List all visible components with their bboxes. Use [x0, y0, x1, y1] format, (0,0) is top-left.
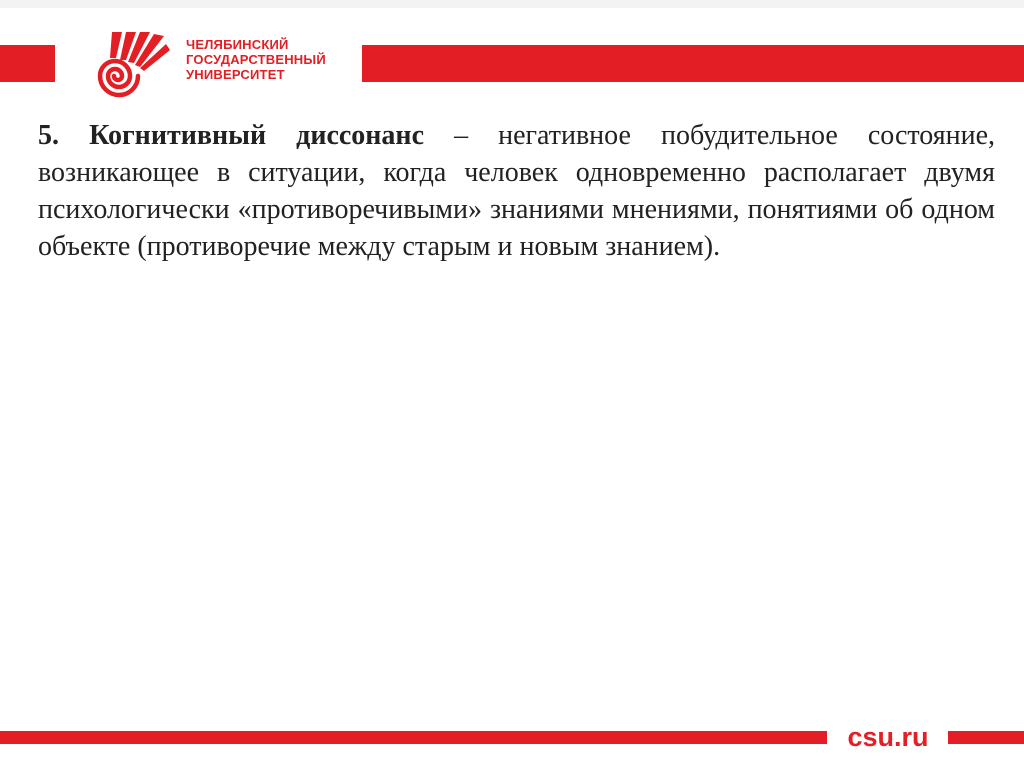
term-heading: 5. Когнитивный диссонанс: [38, 120, 424, 151]
definition-paragraph: [38, 117, 995, 265]
header-bar-left: [0, 45, 55, 82]
csu-spiral-logo-icon: [82, 30, 170, 102]
footer-bar-left: [0, 731, 827, 744]
top-strip: [0, 0, 1024, 8]
university-name: [186, 37, 356, 82]
university-name-line-3: УНИВЕРСИТЕТ: [186, 67, 285, 82]
header-bar-right: [362, 45, 1024, 82]
footer-bar-right: [948, 731, 1024, 744]
definition-text: – негативное побудительное состояние, возникающее в ситуации, когда человек одновременно располагает двумя психологически «противоречивыми» знаниями мнениями, понятиями об одном объекте (противоречие между старым и новым знанием).: [38, 120, 995, 262]
university-name-line-1: ЧЕЛЯБИНСКИЙ: [186, 37, 289, 52]
university-name-line-2: ГОСУДАРСТВЕННЫЙ: [186, 52, 326, 67]
footer-site-link[interactable]: csu.ru: [847, 722, 929, 752]
